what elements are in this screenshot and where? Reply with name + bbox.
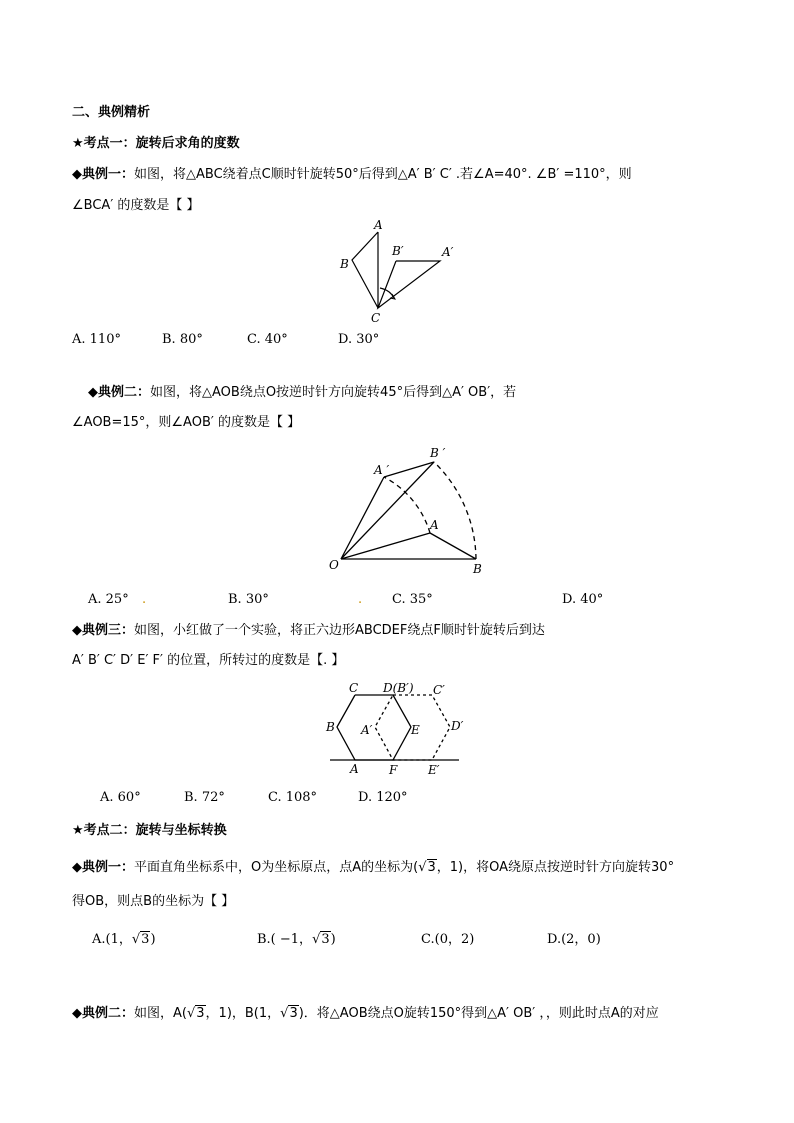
sqrt-symbol: √3 [186,1006,205,1021]
ex3-label-a: A [350,762,359,776]
ex1-option-a[interactable]: A. 110° [72,332,121,347]
section-title: 二、典例精析 [72,105,151,120]
ex3-option-b[interactable]: B. 72° [184,790,225,805]
ex2-question-line1 [88,384,516,402]
ex1-question-line1 [72,166,632,184]
ex3-label-d1: D′ [451,719,464,733]
t2-ex2-label: ◆典例二： [72,1006,134,1021]
ex2-label-a: A [430,518,439,532]
ex2-option-b[interactable]: B. 30° [228,592,269,607]
sqrt-symbol: √3 [418,860,436,875]
ex3-option-c[interactable]: C. 108° [268,790,318,805]
ex1-option-b[interactable]: B. 80° [162,332,203,347]
ex3-label-c1: C′ [433,683,445,697]
ex2-decorative-dot-1: . [142,592,147,607]
ex1-label-b1: B′ [392,244,404,258]
ex3-label-e1: E′ [428,763,440,777]
ex1-figure [330,218,460,328]
ex3-label-a1: A′ [361,723,373,737]
ex2-line1-text: 如图，将△AOB绕点O按逆时针方向旋转45°后得到△A′ OB′，若 [150,385,517,400]
ex3-label: ◆典例三： [72,623,134,638]
ex2-label-b1: B ′ [430,446,446,460]
t2-ex2-question-line1: ◆典例二：如图，A(√3，1)，B(1，√3)．将△AOB绕点O旋转150°得到△A′ OB′ ，，则此时点A的对应 [72,1006,659,1021]
ex3-label-e: E [411,723,420,737]
ex2-label-a1: A ′ [374,463,390,477]
t2-ex1-question-line2: 得OB，则点B的坐标为【 】 [72,894,235,909]
ex1-label-a: A [374,218,383,232]
ex3-option-a[interactable]: A. 60° [100,790,141,805]
ex1-label-c: C [371,311,381,325]
ex3-question-line1 [72,622,545,640]
t2-ex1-option-c[interactable]: C.(0，2) [421,932,475,947]
topic1-title: ★考点一：旋转后求角的度数 [72,136,240,151]
ex2-label-o: O [329,558,339,572]
ex1-option-c[interactable]: C. 40° [247,332,288,347]
t2-ex1-label: ◆典例一： [72,860,134,875]
t2-ex1-option-b[interactable]: B.( −1，√3) [257,932,336,947]
ex2-option-a[interactable]: A. 25° [88,592,129,607]
t2-ex1-option-a[interactable]: A.(1，√3) [92,932,156,947]
topic2-title: ★考点二：旋转与坐标转换 [72,823,227,838]
ex3-line1-text: 如图，小红做了一个实验，将正六边形ABCDEF绕点F顺时针旋转后到达 [134,623,545,638]
ex3-figure [325,680,470,780]
ex2-label: ◆典例二： [88,385,150,400]
sqrt-symbol: √3 [312,932,330,947]
ex2-question-line2: ∠AOB=15°，则∠AOB′ 的度数是【 】 [72,415,301,430]
ex3-question-line2: A′ B′ C′ D′ E′ F′ 的位置，所转过的度数是【. 】 [72,653,345,668]
ex1-triangle-abc [352,232,378,308]
ex3-label-d: D(B′) [383,681,414,695]
ex2-option-d[interactable]: D. 40° [562,592,604,607]
ex3-option-d[interactable]: D. 120° [358,790,408,805]
t2-ex1-question-line1 [72,859,674,877]
ex2-figure [326,444,496,579]
sqrt-symbol: √3 [280,1006,298,1021]
ex1-label-b: B [340,257,349,271]
ex1-triangle-a1b1c1 [378,261,440,308]
ex1-label-a1: A′ [442,245,454,259]
ex3-hexagon [337,695,411,760]
ex3-label-f: F [389,763,398,777]
ex2-option-c[interactable]: C. 35° [392,592,433,607]
ex1-question-line2: ∠BCA′ 的度数是【 】 [72,198,200,213]
t2-ex1-option-d[interactable]: D.(2，0) [547,932,601,947]
ex1-line1-text: 如图，将△ABC绕着点C顺时针旋转50°后得到△A′ B′ C′ .若∠A=40°. ∠B′ =110°，则 [134,167,632,182]
t2-ex1-line1a: 平面直角坐标系中，O为坐标原点，点A的坐标为( [134,860,419,875]
ex3-label-b: B [326,720,335,734]
sqrt-symbol: √3 [131,932,150,947]
ex1-option-d[interactable]: D. 30° [338,332,380,347]
ex3-label-c: C [349,681,359,695]
ex2-decorative-dot-2: . [358,592,363,607]
t2-ex1-line1b: ，1)，将OA绕原点按逆时针方向旋转30° [436,860,675,875]
ex2-label-b: B [473,562,482,576]
ex1-label: ◆典例一： [72,167,134,182]
